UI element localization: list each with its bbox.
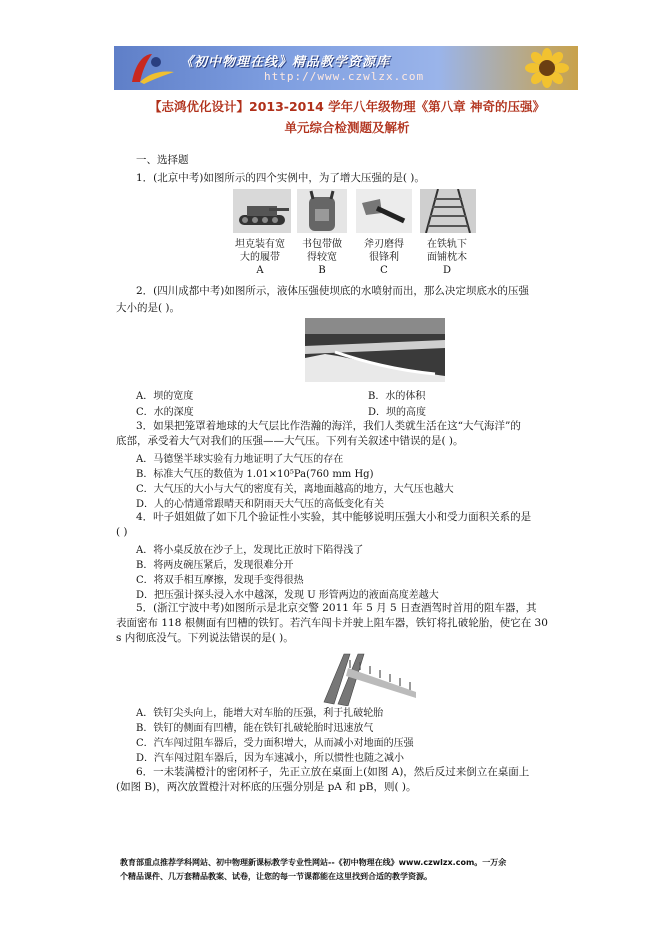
- q4-option-c: C．将双手相互摩擦，发现手变得很热: [136, 575, 304, 586]
- header-banner: [114, 46, 578, 90]
- q2-stem-line2: 大小的是( )。: [116, 302, 181, 314]
- q1-letter-a: A: [256, 265, 264, 276]
- q1-caption-a: 坦克装有宽 大的履带: [235, 239, 285, 263]
- axe-image: [356, 189, 412, 233]
- page-subtitle: 单元综合检测题及解析: [284, 120, 410, 135]
- sunflower-icon: [520, 48, 574, 88]
- q1-caption-c: 斧刃磨得 很锋利: [364, 239, 404, 263]
- q4-stem-line1: 4．叶子姐姐做了如下几个验证性小实验，其中能够说明压强大小和受力面积关系的是: [136, 511, 532, 523]
- q3-option-a: A．马德堡半球实验有力地证明了大气压的存在: [136, 454, 344, 465]
- q5-stem-line3: s 内彻底没气。下列说法错误的是( )。: [116, 632, 294, 644]
- page-title: 【志鸿优化设计】2013-2014 学年八年级物理《第八章 神奇的压强》: [149, 99, 545, 114]
- q1-letter-b: B: [318, 265, 326, 276]
- q1-caption-d: 在铁轨下 面铺枕木: [427, 239, 467, 263]
- footer-line2: 个精品课件、几万套精品教案、试卷，让您的每一节课都能在这里找到合适的教学资源。: [120, 872, 432, 881]
- q2-option-d: D．坝的高度: [368, 407, 427, 418]
- q5-stem-line2: 表面密布 118 根侧面有凹槽的铁钉。若汽车闯卡并驶上阻车器，铁钉将扎破轮胎，使它在 30: [116, 617, 548, 629]
- q4-option-a: A．将小桌反放在沙子上，发现比正放时下陷得浅了: [136, 545, 364, 556]
- q5-option-b: B．铁钉的侧面有凹槽，能在铁钉扎破轮胎时迅速放气: [136, 723, 374, 734]
- q4-option-b: B．将两皮碗压紧后，发现很难分开: [136, 560, 294, 571]
- q6-stem-line1: 6．一未装满橙汁的密闭杯子，先正立放在桌面上(如图 A)，然后反过来倒立在桌面上: [136, 766, 530, 778]
- q5-option-a: A．铁钉尖头向上，能增大对车胎的压强，利于扎破轮胎: [136, 708, 384, 719]
- section-heading: 一、选择题: [136, 154, 189, 166]
- q1-stem: 1．(北京中考)如图所示的四个实例中，为了增大压强的是( )。: [136, 172, 425, 184]
- q3-stem-line1: 3．如果把笼罩着地球的大气层比作浩瀚的海洋，我们人类就生活在这“大气海洋”的: [136, 420, 521, 432]
- q3-option-c: C．大气压的大小与大气的密度有关，离地面越高的地方，大气压也越大: [136, 484, 454, 495]
- q5-stem-line1: 5．(浙江宁波中考)如图所示是北京交警 2011 年 5 月 5 日查酒驾时首用的阻车器，其: [136, 602, 537, 614]
- banner-url[interactable]: http://www.czwlzx.com: [264, 70, 425, 83]
- q2-option-a: A．坝的宽度: [136, 391, 194, 402]
- q1-letter-d: D: [442, 265, 452, 276]
- q4-option-d: D．把压强计探头浸入水中越深，发现 U 形管两边的液面高度差越大: [136, 590, 439, 601]
- q2-option-c: C．水的深度: [136, 407, 194, 418]
- dam-image: [305, 318, 445, 382]
- q5-option-c: C．汽车闯过阻车器后，受力面积增大，从而减小对地面的压强: [136, 738, 414, 749]
- q5-option-d: D．汽车闯过阻车器后，因为车速减小，所以惯性也随之减小: [136, 753, 405, 764]
- tank-image: [233, 189, 291, 233]
- backpack-image: [297, 189, 347, 233]
- q3-option-b: B．标准大气压的数值为 1.01×10⁵Pa(760 mm Hg): [136, 469, 374, 480]
- q2-stem-line1: 2．(四川成都中考)如图所示，液体压强使坝底的水喷射而出，那么决定坝底水的压强: [136, 285, 529, 297]
- q4-stem-line2: ( ): [116, 526, 128, 538]
- q6-stem-line2: (如图 B)，两次放置橙汁对杯底的压强分别是 pA 和 pB，则( )。: [116, 781, 417, 793]
- spike-strip-image: [320, 648, 424, 706]
- railway-image: [420, 189, 476, 233]
- q3-option-d: D．人的心情通常跟晴天和阴雨天大气压的高低变化有关: [136, 499, 385, 510]
- footer-line1: 教育部重点推荐学科网站、初中物理新课标教学专业性网站--《初中物理在线》www.czwlzx.com。一万余: [120, 858, 507, 867]
- logo-icon: [122, 50, 178, 86]
- q1-letter-c: C: [380, 265, 388, 276]
- banner-title: 《初中物理在线》精品教学资源库: [180, 55, 391, 70]
- q3-stem-line2: 底部，承受着大气对我们的压强——大气压。下列有关叙述中错误的是( )。: [116, 435, 464, 447]
- q1-caption-b: 书包带做 得较宽: [302, 239, 342, 263]
- q2-option-b: B．水的体积: [368, 391, 426, 402]
